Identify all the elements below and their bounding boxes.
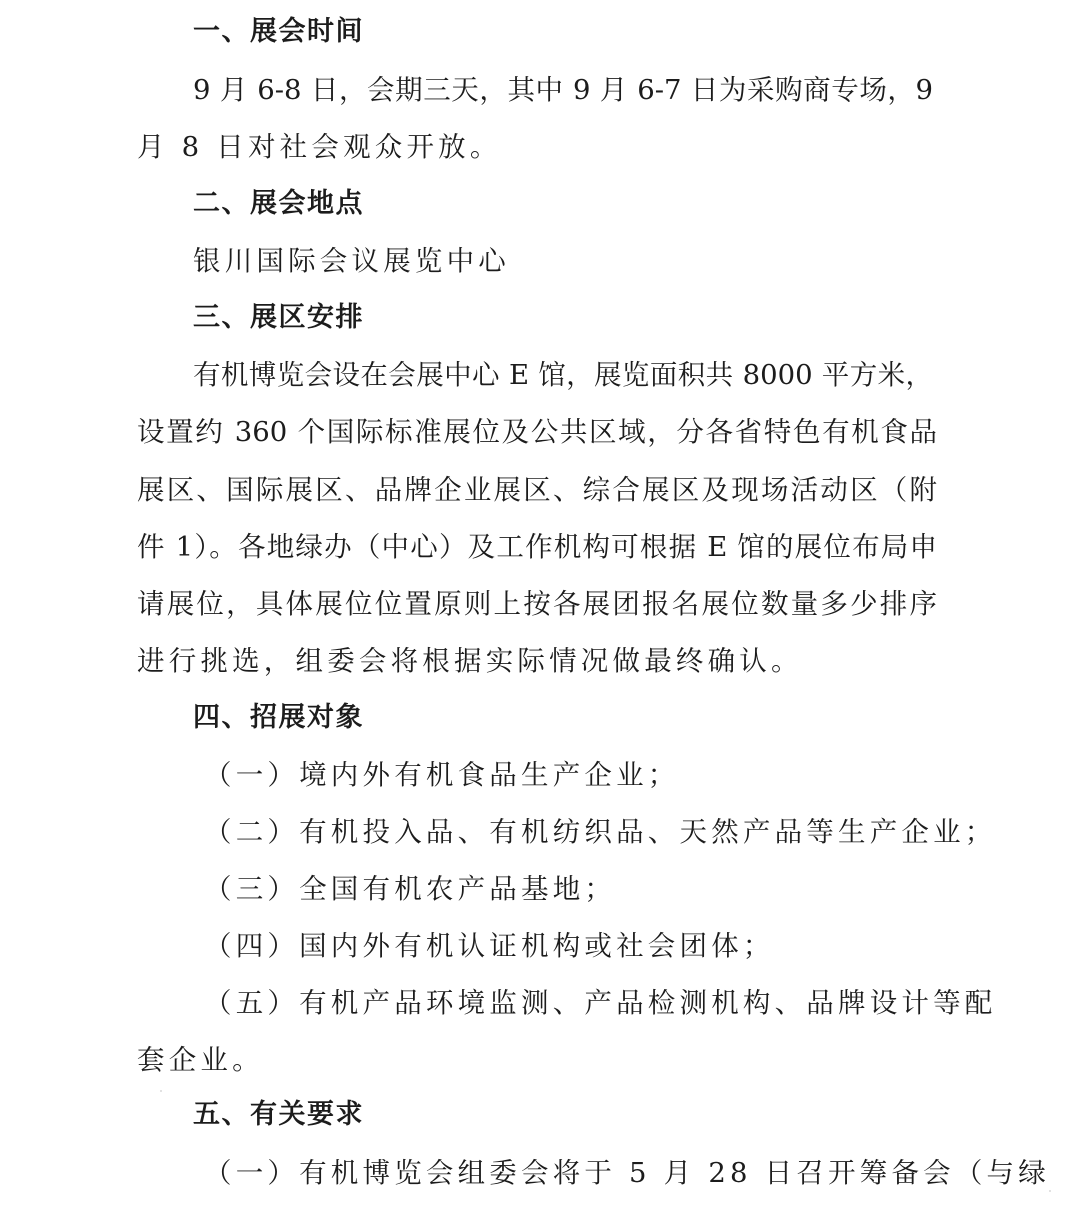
paragraph-line: 银川国际会议展览中心 <box>193 245 510 277</box>
list-item-continuation: 套企业。 <box>137 1044 264 1076</box>
paragraph-line: 请展位，具体展位位置原则上按各展团报名展位数量多少排序 <box>137 588 937 620</box>
scan-speck <box>160 1090 162 1092</box>
section-heading-exhibitor-targets: 四、招展对象 <box>193 702 364 733</box>
paragraph-line: 9 月 6-8 日，会期三天，其中 9 月 6-7 日为采购商专场，9 <box>193 74 933 106</box>
list-item: （一）有机博览会组委会将于 5 月 28 日召开筹备会（与绿 <box>204 1157 1050 1189</box>
section-heading-exhibition-time: 一、展会时间 <box>193 16 364 47</box>
scan-speck <box>1049 1190 1051 1192</box>
list-item: （三）全国有机农产品基地； <box>204 873 617 905</box>
section-heading-zone-arrangement: 三、展区安排 <box>193 302 364 333</box>
list-item: （一）境内外有机食品生产企业； <box>204 759 680 791</box>
section-heading-exhibition-venue: 二、展会地点 <box>193 188 364 219</box>
paragraph-line: 有机博览会设在会展中心 E 馆，展览面积共 8000 平方米， <box>193 359 933 391</box>
paragraph-line: 月 8 日对社会观众开放。 <box>137 131 502 163</box>
list-item: （二）有机投入品、有机纺织品、天然产品等生产企业； <box>204 816 997 848</box>
paragraph-line: 件 1）。各地绿办（中心）及工作机构可根据 E 馆的展位布局申 <box>137 531 937 563</box>
list-item: （五）有机产品环境监测、产品检测机构、品牌设计等配 <box>204 987 997 1019</box>
section-heading-requirements: 五、有关要求 <box>193 1099 364 1130</box>
list-item: （四）国内外有机认证机构或社会团体； <box>204 930 775 962</box>
paragraph-line: 进行挑选，组委会将根据实际情况做最终确认。 <box>137 645 803 677</box>
paragraph-line: 设置约 360 个国际标准展位及公共区域，分各省特色有机食品 <box>137 416 937 448</box>
paragraph-line: 展区、国际展区、品牌企业展区、综合展区及现场活动区（附 <box>137 474 937 506</box>
